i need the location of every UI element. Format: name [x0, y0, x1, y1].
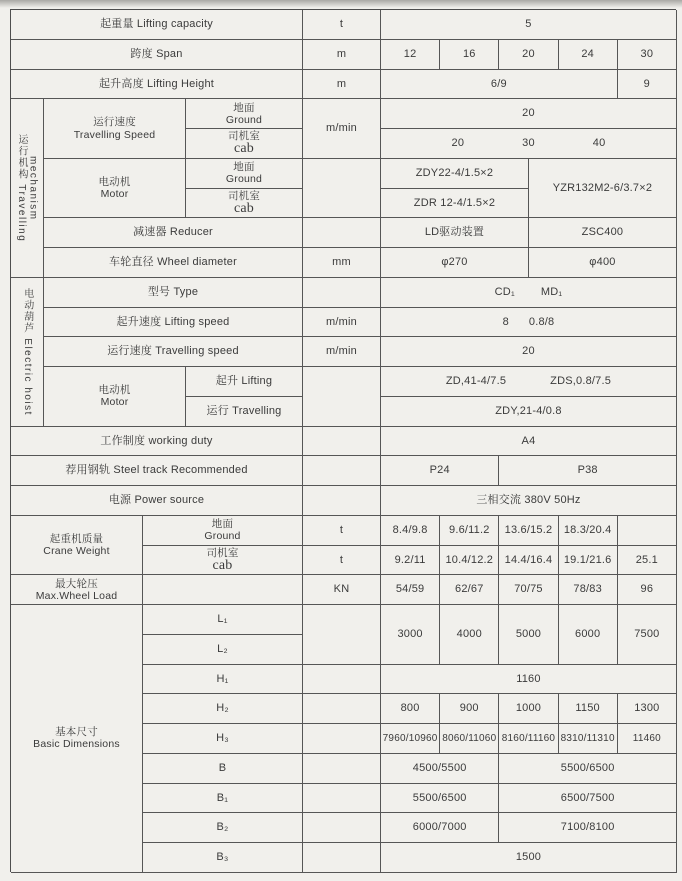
steel-track-label: 荐用钢轨 Steel track Recommended: [11, 456, 303, 486]
working-duty-unit-empty: [303, 427, 381, 457]
max-wheel-load-sub-empty: [143, 575, 303, 605]
hoist-motor-travelling-label: 运行 Travelling: [186, 397, 303, 427]
dim-h3-v5: 11460: [618, 724, 677, 754]
dim-b1-label: B₁: [143, 784, 303, 814]
dim-b1-unit-empty: [303, 784, 381, 814]
dim-h3-unit-empty: [303, 724, 381, 754]
dim-h2-v2: 900: [440, 694, 499, 724]
tm-motor-label-cn: 电动机: [98, 175, 131, 188]
dim-h3-label: H₃: [143, 724, 303, 754]
power-source-unit-empty: [303, 486, 381, 516]
dim-l-v4: 6000: [559, 605, 618, 665]
hoist-motor-label-en: Motor: [100, 396, 129, 409]
dim-h2-v4: 1150: [559, 694, 618, 724]
hoist-type-values: [381, 278, 677, 308]
dim-h3-v2: 8060/11060: [440, 724, 499, 754]
dim-h2-label: H₂: [143, 694, 303, 724]
steel-track-unit-empty: [303, 456, 381, 486]
crane-weight-ground-v1: 8.4/9.8: [381, 516, 440, 546]
tm-motor-cab-en: cab: [233, 200, 255, 216]
max-wheel-load-label-cn: 最大轮压: [55, 577, 98, 590]
section-electric-hoist: 电动葫芦 Electric hoist: [11, 278, 44, 427]
tm-motor-unit-empty: [303, 159, 381, 219]
hoist-travelling-speed-unit: m/min: [303, 337, 381, 367]
crane-weight-label-cn: 起重机质量: [49, 532, 104, 545]
crane-weight-label: [11, 516, 143, 576]
hoist-motor-lifting-label: 起升 Lifting: [186, 367, 303, 397]
crane-weight-ground-cn: 地面: [211, 518, 234, 531]
dim-h3-v1: 7960/10960: [381, 724, 440, 754]
dim-b-left: 4500/5500: [381, 754, 499, 784]
hoist-travelling-speed-value: 20: [381, 337, 677, 367]
max-wheel-load-unit: KN: [303, 575, 381, 605]
dim-b3-value: 1500: [381, 843, 677, 873]
crane-weight-cab-label: [143, 546, 303, 576]
hoist-lifting-speed-unit: m/min: [303, 308, 381, 338]
dim-b3-unit-empty: [303, 843, 381, 873]
section-travelling-mechanism: 运行机构 Travelling mechanism: [11, 99, 44, 278]
dim-h3-v3: 8160/11160: [499, 724, 558, 754]
tm-motor-ground-value: ZDY22-4/1.5×2: [381, 159, 529, 189]
hoist-travelling-speed-label: 运行速度 Travelling speed: [44, 337, 303, 367]
basic-dimensions-label-cn: 基本尺寸: [55, 726, 98, 739]
speed-cab-label: [186, 129, 303, 159]
scan-top-edge: [0, 0, 682, 8]
speed-cab-value-3: 40: [592, 137, 606, 150]
travelling-speed-label: [44, 99, 186, 159]
span-unit: m: [303, 40, 381, 70]
working-duty-label: 工作制度 working duty: [11, 427, 303, 457]
crane-weight-cab-cn: 司机室: [206, 546, 239, 559]
hoist-lifting-speed-label: 起升速度 Lifting speed: [44, 308, 303, 338]
span-label: 跨度 Span: [11, 40, 303, 70]
dim-b2-left: 6000/7000: [381, 813, 499, 843]
steel-track-left: P24: [381, 456, 499, 486]
reducer-left-value: LD驱动装置: [381, 218, 529, 248]
max-wheel-load-v5: 96: [618, 575, 677, 605]
dim-l-v3: 5000: [499, 605, 558, 665]
speed-cab-value-1: 20: [451, 137, 465, 150]
tm-motor-ground-en: Ground: [225, 173, 263, 186]
max-wheel-load-v2: 62/67: [440, 575, 499, 605]
hoist-type-v2: MD₁: [540, 285, 563, 298]
dim-h1-unit-empty: [303, 665, 381, 695]
dim-h1-label: H₁: [143, 665, 303, 695]
dim-b3-label: B₃: [143, 843, 303, 873]
speed-cab-values: [381, 129, 677, 159]
lifting-height-main: 6/9: [381, 70, 618, 100]
dim-b-unit-empty: [303, 754, 381, 784]
span-value-20: 20: [499, 40, 558, 70]
lifting-capacity-value: 5: [381, 10, 677, 40]
dim-b-right: 5500/6500: [499, 754, 677, 784]
max-wheel-load-label-en: Max.Wheel Load: [35, 589, 118, 602]
tm-motor-ground-cn: 地面: [233, 161, 255, 174]
crane-weight-ground-en: Ground: [204, 530, 241, 543]
basic-dimensions-label: [11, 605, 143, 873]
hoist-lifting-speed-v1: 8: [502, 315, 509, 328]
tm-motor-cab-label: [186, 189, 303, 219]
tm-motor-label: [44, 159, 186, 219]
dim-b-label: B: [143, 754, 303, 784]
hoist-type-label: 型号 Type: [44, 278, 303, 308]
dim-l-v5: 7500: [618, 605, 677, 665]
working-duty-value: A4: [381, 427, 677, 457]
dim-b2-unit-empty: [303, 813, 381, 843]
lifting-capacity-label: 起重量 Lifting capacity: [11, 10, 303, 40]
crane-specification-table: [10, 9, 676, 872]
crane-weight-ground-v2: 9.6/11.2: [440, 516, 499, 546]
crane-weight-ground-v5-empty: [618, 516, 677, 546]
dim-l-unit-empty: [303, 605, 381, 665]
hoist-motor-label-cn: 电动机: [98, 384, 131, 397]
lifting-height-last: 9: [618, 70, 677, 100]
max-wheel-load-v1: 54/59: [381, 575, 440, 605]
wheel-diameter-unit: mm: [303, 248, 381, 278]
crane-weight-cab-unit: t: [303, 546, 381, 576]
lifting-height-unit: m: [303, 70, 381, 100]
wheel-diameter-left: φ270: [381, 248, 529, 278]
crane-weight-cab-v1: 9.2/11: [381, 546, 440, 576]
crane-weight-cab-v2: 10.4/12.2: [440, 546, 499, 576]
dim-b1-right: 6500/7500: [499, 784, 677, 814]
reducer-label: 减速器 Reducer: [44, 218, 303, 248]
span-value-30: 30: [618, 40, 677, 70]
dim-h3-v4: 8310/11310: [559, 724, 618, 754]
travelling-speed-label-en: Travelling Speed: [73, 128, 156, 141]
hoist-type-v1: CD₁: [494, 285, 515, 298]
crane-weight-label-en: Crane Weight: [43, 545, 110, 557]
crane-weight-cab-en: cab: [212, 557, 233, 573]
speed-cab-cn: 司机室: [227, 130, 261, 143]
hoist-motor-lifting-values: [381, 367, 677, 397]
span-value-12: 12: [381, 40, 440, 70]
crane-weight-ground-unit: t: [303, 516, 381, 546]
span-value-16: 16: [440, 40, 499, 70]
crane-weight-ground-label: [143, 516, 303, 546]
tm-motor-shared-value: YZR132M2-6/3.7×2: [529, 159, 677, 219]
dim-h2-v3: 1000: [499, 694, 558, 724]
speed-unit: m/min: [303, 99, 381, 159]
wheel-diameter-right: φ400: [529, 248, 677, 278]
power-source-value: 三相交流 380V 50Hz: [381, 486, 677, 516]
dim-b1-left: 5500/6500: [381, 784, 499, 814]
crane-weight-cab-v4: 19.1/21.6: [559, 546, 618, 576]
max-wheel-load-v3: 70/75: [499, 575, 558, 605]
dim-l-v2: 4000: [440, 605, 499, 665]
crane-weight-cab-v3: 14.4/16.4: [499, 546, 558, 576]
crane-weight-ground-v4: 18.3/20.4: [559, 516, 618, 546]
dim-h2-v1: 800: [381, 694, 440, 724]
reducer-right-value: ZSC400: [529, 218, 677, 248]
lifting-height-label: 起升高度 Lifting Height: [11, 70, 303, 100]
crane-weight-cab-v5: 25.1: [618, 546, 677, 576]
hoist-motor-label: [44, 367, 186, 427]
hoist-motor-travelling-value: ZDY,21-4/0.8: [381, 397, 677, 427]
power-source-label: 电源 Power source: [11, 486, 303, 516]
hoist-motor-lifting-v1: ZD,41-4/7.5: [445, 375, 507, 388]
reducer-unit-empty: [303, 218, 381, 248]
dim-l1-label: L₁: [143, 605, 303, 635]
dim-h2-v5: 1300: [618, 694, 677, 724]
speed-cab-en: cab: [233, 141, 255, 157]
hoist-motor-lifting-v2: ZDS,0.8/7.5: [550, 375, 612, 388]
hoist-type-unit-empty: [303, 278, 381, 308]
steel-track-right: P38: [499, 456, 677, 486]
max-wheel-load-v4: 78/83: [559, 575, 618, 605]
tm-motor-label-en: Motor: [100, 188, 129, 200]
tm-motor-cab-cn: 司机室: [227, 189, 261, 202]
dim-l-v1: 3000: [381, 605, 440, 665]
speed-ground-label: [186, 99, 303, 129]
dim-h1-value: 1160: [381, 665, 677, 695]
dim-h2-unit-empty: [303, 694, 381, 724]
wheel-diameter-label: 车轮直径 Wheel diameter: [44, 248, 303, 278]
basic-dimensions-label-en: Basic Dimensions: [33, 738, 120, 751]
hoist-lifting-speed-values: [381, 308, 677, 338]
tm-motor-ground-label: [186, 159, 303, 189]
hoist-lifting-speed-v2: 0.8/8: [528, 315, 555, 328]
dim-b2-label: B₂: [143, 813, 303, 843]
travelling-speed-label-cn: 运行速度: [93, 116, 136, 129]
crane-weight-ground-v3: 13.6/15.2: [499, 516, 558, 546]
speed-cab-value-2: 30: [522, 137, 535, 150]
hoist-motor-unit-empty: [303, 367, 381, 427]
max-wheel-load-label: [11, 575, 143, 605]
dim-b2-right: 7100/8100: [499, 813, 677, 843]
speed-ground-value: 20: [381, 99, 677, 129]
speed-ground-cn: 地面: [233, 101, 255, 114]
dim-l2-label: L₂: [143, 635, 303, 665]
tm-motor-cab-value: ZDR 12-4/1.5×2: [381, 189, 529, 219]
lifting-capacity-unit: t: [303, 10, 381, 40]
speed-ground-en: Ground: [225, 113, 263, 126]
span-value-24: 24: [559, 40, 618, 70]
